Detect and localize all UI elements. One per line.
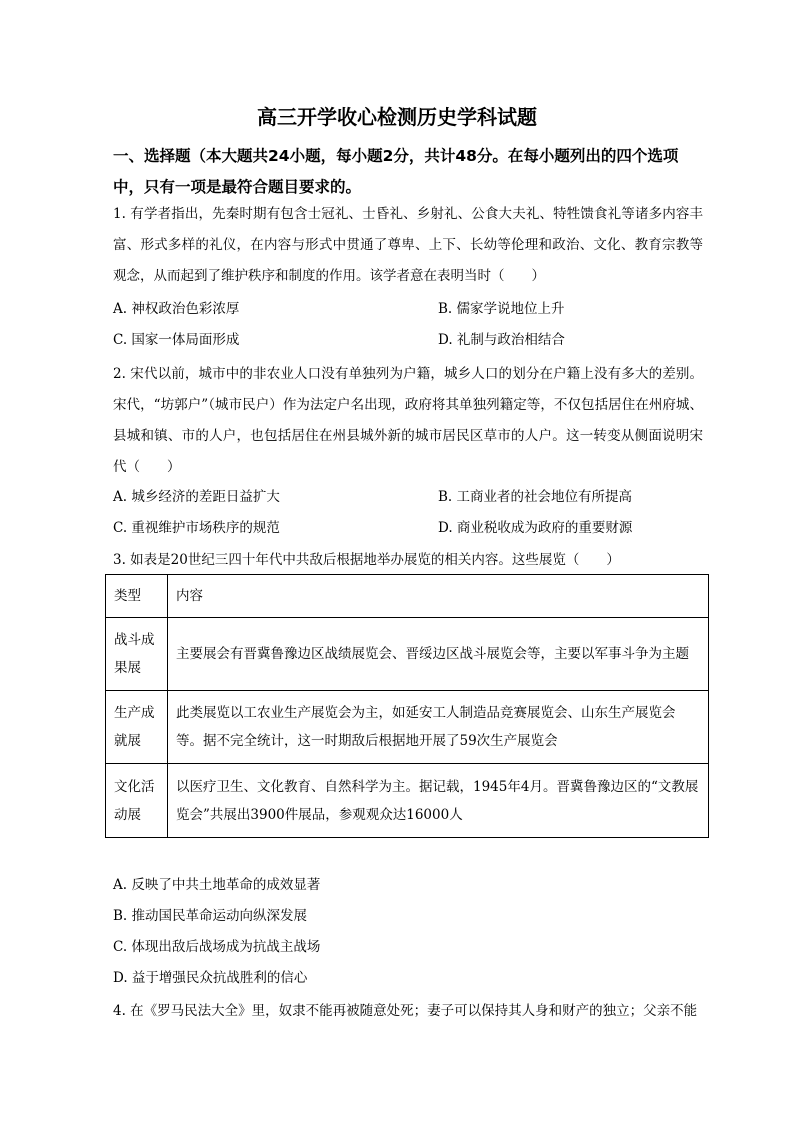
table-cell-type: 生产成就展 [106,691,168,764]
question-3-option-d: D. 益于增强民众抗战胜利的信心 [113,970,308,986]
table-row [106,764,709,838]
question-1-option-c: C. 国家一体局面形成 [113,332,240,348]
question-3-option-c: C. 体现出敌后战场成为抗战主战场 [113,939,321,955]
question-1-stem: 1. 有学者指出，先秦时期有包含士冠礼、士昏礼、乡射礼、公食大夫礼、特牲馈食礼等诸多内容丰富、形式多样的礼仪，在内容与形式中贯通了尊卑、上下、长幼等伦理和政治、文化、教育宗教等观念，从而起到了维护秩序和制度的作用。该学者意在表明当时（ ） [113,206,703,284]
question-1-option-d: D. 礼制与政治相结合 [438,332,565,348]
table-cell-content: 主要展会有晋冀鲁豫边区战绩展览会、晋绥边区战斗展览会等，主要以军事斗争为主题 [168,618,709,691]
table-cell-content: 以医疗卫生、文化教育、自然科学为主。据记载，1945年4月。晋冀鲁豫边区的“文教展览会”共展出3900件展品，参观观众达16000人 [168,764,709,838]
question-1-option-a: A. 神权政治色彩浓厚 [113,301,240,317]
table-row [106,618,709,691]
question-2-option-c: C. 重视维护市场秩序的规范 [113,520,280,536]
table-cell-type: 文化活动展 [106,764,168,838]
table-cell-content: 此类展览以工农业生产展览会为主，如延安工人制造品竞赛展览会、山东生产展览会等。据不完全统计，这一时期敌后根据地开展了59次生产展览会 [168,691,709,764]
question-2-option-d: D. 商业税收成为政府的重要财源 [438,520,633,536]
question-2-option-b: B. 工商业者的社会地位有所提高 [438,489,633,505]
table-cell-type: 战斗成果展 [106,618,168,691]
exhibition-table [105,574,709,838]
table-header-content: 内容 [168,575,709,618]
question-3-stem: 3. 如表是20世纪三四十年代中共敌后根据地举办展览的相关内容。这些展览（ ） [113,552,620,568]
table-row [106,691,709,764]
table-header-type: 类型 [106,575,168,618]
exam-title: 高三开学收心检测历史学科试题 [257,105,537,129]
question-1-option-b: B. 儒家学说地位上升 [438,301,565,317]
question-4-stem: 4. 在《罗马民法大全》里，奴隶不能再被随意处死；妻子可以保持其人身和财产的独立；父亲不能 [113,1003,698,1019]
question-3-option-b: B. 推动国民革命运动向纵深发展 [113,908,308,924]
section-heading: 一、选择题（本大题共24小题，每小题2分，共计48分。在每小题列出的四个选项中，只有一项是最符合题目要求的。 [113,147,679,196]
question-2-stem: 2. 宋代以前，城市中的非农业人口没有单独列为户籍，城乡人口的划分在户籍上没有多大的差别。宋代，“坊郭户”（城市民户）作为法定户名出现，政府将其单独列籍定等，不仅包括居住在州府城、县城和镇、市的人户，也包括居住在州县城外新的城市居民区草市的人户。这一转变从侧面说明宋代（ ） [113,366,703,475]
table-header-row [106,575,709,618]
question-2-option-a: A. 城乡经济的差距日益扩大 [113,489,280,505]
question-3-option-a: A. 反映了中共土地革命的成效显著 [113,877,321,893]
